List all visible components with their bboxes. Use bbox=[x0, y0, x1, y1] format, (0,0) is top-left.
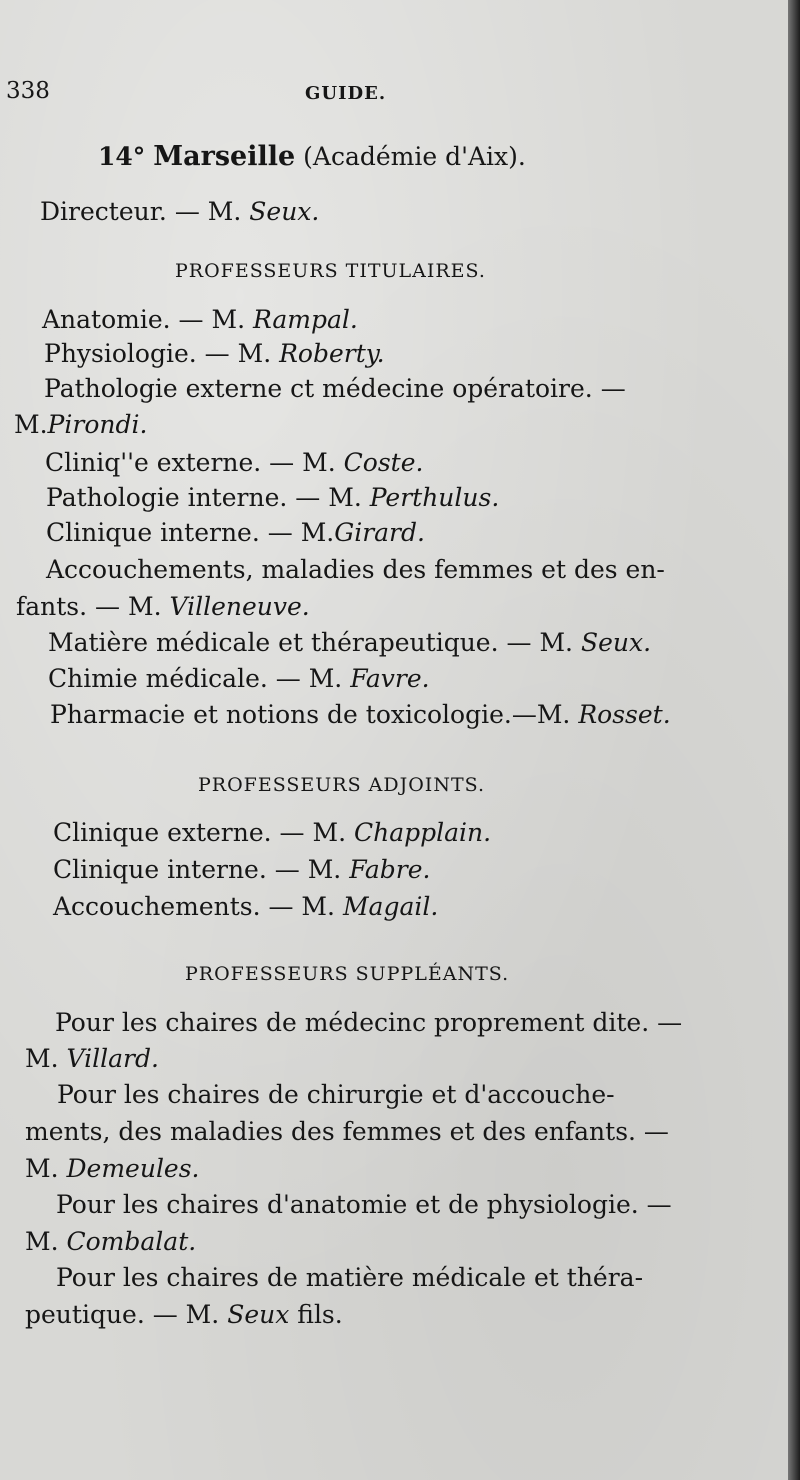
titulaire-line: Cliniq''e externe. — M. Coste. bbox=[45, 448, 424, 477]
suppleant-line: M. Villard. bbox=[25, 1044, 159, 1073]
titulaire-line: Pathologie externe ct médecine opératoire. — bbox=[44, 374, 626, 403]
page-edge-shadow bbox=[788, 0, 800, 1480]
suppleant-line: peutique. — M. Seux fils. bbox=[25, 1300, 343, 1329]
titulaire-line: Anatomie. — M. Rampal. bbox=[42, 305, 358, 334]
titulaire-line: Clinique interne. — M.Girard. bbox=[46, 518, 425, 547]
section-title bbox=[98, 142, 526, 172]
titulaire-line: Matière médicale et thérapeutique. — M. Seux. bbox=[48, 628, 652, 657]
titulaire-line: Pharmacie et notions de toxicologie.—M. Rosset. bbox=[50, 700, 671, 729]
adjoint-line: Clinique externe. — M. Chapplain. bbox=[53, 818, 492, 847]
titulaire-line: Pathologie interne. — M. Perthulus. bbox=[46, 483, 500, 512]
page-number: 338 bbox=[6, 78, 50, 104]
section-academy: (Académie d'Aix). bbox=[303, 142, 526, 171]
suppleant-line: Pour les chaires d'anatomie et de physiologie. — bbox=[56, 1190, 672, 1219]
adjoint-line: Clinique interne. — M. Fabre. bbox=[53, 855, 431, 884]
adjoints-heading: PROFESSEURS ADJOINTS. bbox=[198, 774, 485, 796]
suppleant-line: Pour les chaires de chirurgie et d'accouche- bbox=[57, 1080, 615, 1109]
director-name: Seux. bbox=[249, 197, 320, 226]
titulaires-heading: PROFESSEURS TITULAIRES. bbox=[175, 260, 486, 282]
suppleant-line: Pour les chaires de médecinc proprement dite. — bbox=[55, 1008, 683, 1037]
suppleants-heading: PROFESSEURS SUPPLÉANTS. bbox=[185, 963, 510, 985]
director-line bbox=[40, 197, 319, 227]
section-city: Marseille bbox=[153, 141, 296, 172]
running-head: GUIDE. bbox=[305, 83, 387, 104]
suppleant-line: M. Combalat. bbox=[25, 1227, 197, 1256]
suppleant-line: M. Demeules. bbox=[25, 1154, 200, 1183]
titulaire-line: Physiologie. — M. Roberty. bbox=[44, 339, 385, 368]
titulaire-line: Accouchements, maladies des femmes et des en- bbox=[46, 555, 665, 584]
titulaire-line: Chimie médicale. — M. Favre. bbox=[48, 664, 430, 693]
titulaire-line: fants. — M. Villeneuve. bbox=[16, 592, 310, 621]
titulaire-line: M.Pirondi. bbox=[14, 410, 148, 439]
suppleant-line: Pour les chaires de matière médicale et théra- bbox=[56, 1263, 644, 1292]
director-label: Directeur. — M. bbox=[40, 197, 242, 226]
adjoint-line: Accouchements. — M. Magail. bbox=[53, 892, 439, 921]
suppleant-line: ments, des maladies des femmes et des enfants. — bbox=[25, 1117, 669, 1146]
section-number: 14° bbox=[98, 142, 146, 171]
